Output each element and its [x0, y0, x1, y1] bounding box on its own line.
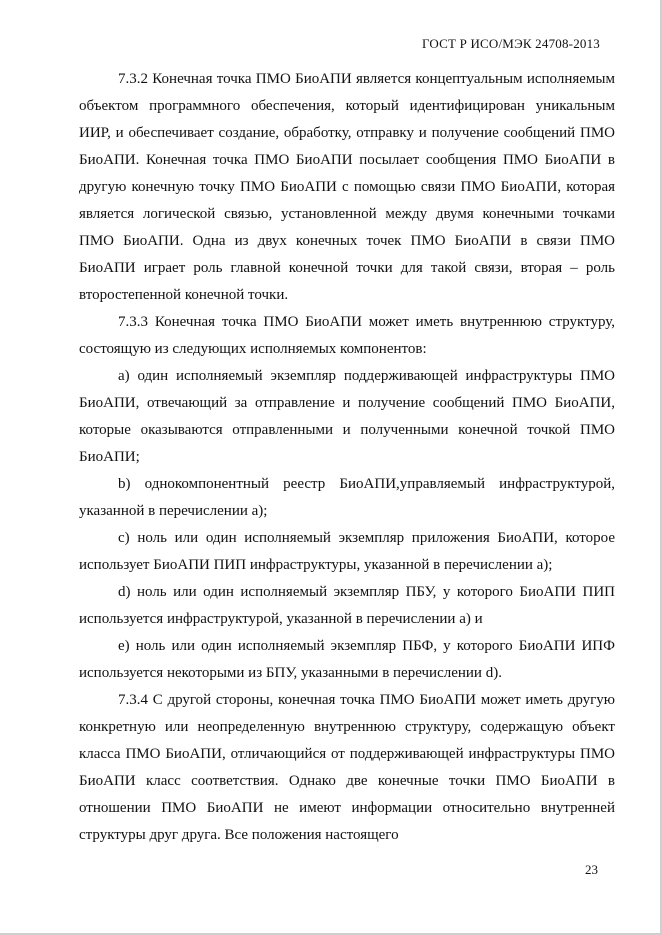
paragraph-7-3-2: 7.3.2 Конечная точка ПМО БиоАПИ является концептуальным исполняемым объектом программного обеспечения, который идентифицирован уникальным ИИР, и обеспечивает создание, обработку, отправку и получение сообщений ПМО БиоАПИ. Конечная точка ПМО БиоАПИ посылает сообщения ПМО БиоАПИ в другую конечную точку ПМО БиоАПИ с помощью связи ПМО БиоАПИ, которая является логической связью, установленной между двумя конечными точками ПМО БиоАПИ. Одна из двух конечных точек ПМО БиоАПИ в связи ПМО БиоАПИ играет роль главной конечной точки для такой связи, вторая – роль второстепенной конечной точки. — [79, 71, 615, 303]
list-item-a: a) один исполняемый экземпляр поддерживающей инфраструктуры ПМО БиоАПИ, отвечающий за отправление и получение сообщений ПМО БиоАПИ, которые оказываются отправленными и полученными конечной точкой ПМО БиоАПИ; — [79, 368, 615, 465]
page-number: 23 — [585, 862, 598, 877]
list-item-c: c) ноль или один исполняемый экземпляр приложения БиоАПИ, которое использует БиоАПИ ПИП инфраструктуры, указанной в перечислении a); — [79, 530, 615, 573]
list-item-e: e) ноль или один исполняемый экземпляр ПБФ, у которого БиоАПИ ИПФ используется некоторыми из БПУ, указанными в перечислении d). — [79, 638, 615, 681]
paragraph-7-3-3: 7.3.3 Конечная точка ПМО БиоАПИ может иметь внутреннюю структуру, состоящую из следующих исполняемых компонентов: — [79, 314, 615, 357]
document-body — [79, 66, 615, 849]
paragraph-7-3-4: 7.3.4 С другой стороны, конечная точка ПМО БиоАПИ может иметь другую конкретную или неопределенную внутреннюю структуру, содержащую объект класса ПМО БиоАПИ, отличающийся от поддерживающей инфраструктуры ПМО БиоАПИ класс соответствия. Однако две конечные точки ПМО БиоАПИ в отношении ПМО БиоАПИ не имеют информации относительно внутренней структуры друг друга. Все положения настоящего — [79, 692, 615, 843]
list-item-b: b) однокомпонентный реестр БиоАПИ,управляемый инфраструктурой, указанной в перечислении a); — [79, 476, 615, 519]
list-item-d: d) ноль или один исполняемый экземпляр ПБУ, у которого БиоАПИ ПИП используется инфраструктурой, указанной в перечислении a) и — [79, 584, 615, 627]
page-header-standard: ГОСТ Р ИСО/МЭК 24708-2013 — [421, 36, 600, 51]
